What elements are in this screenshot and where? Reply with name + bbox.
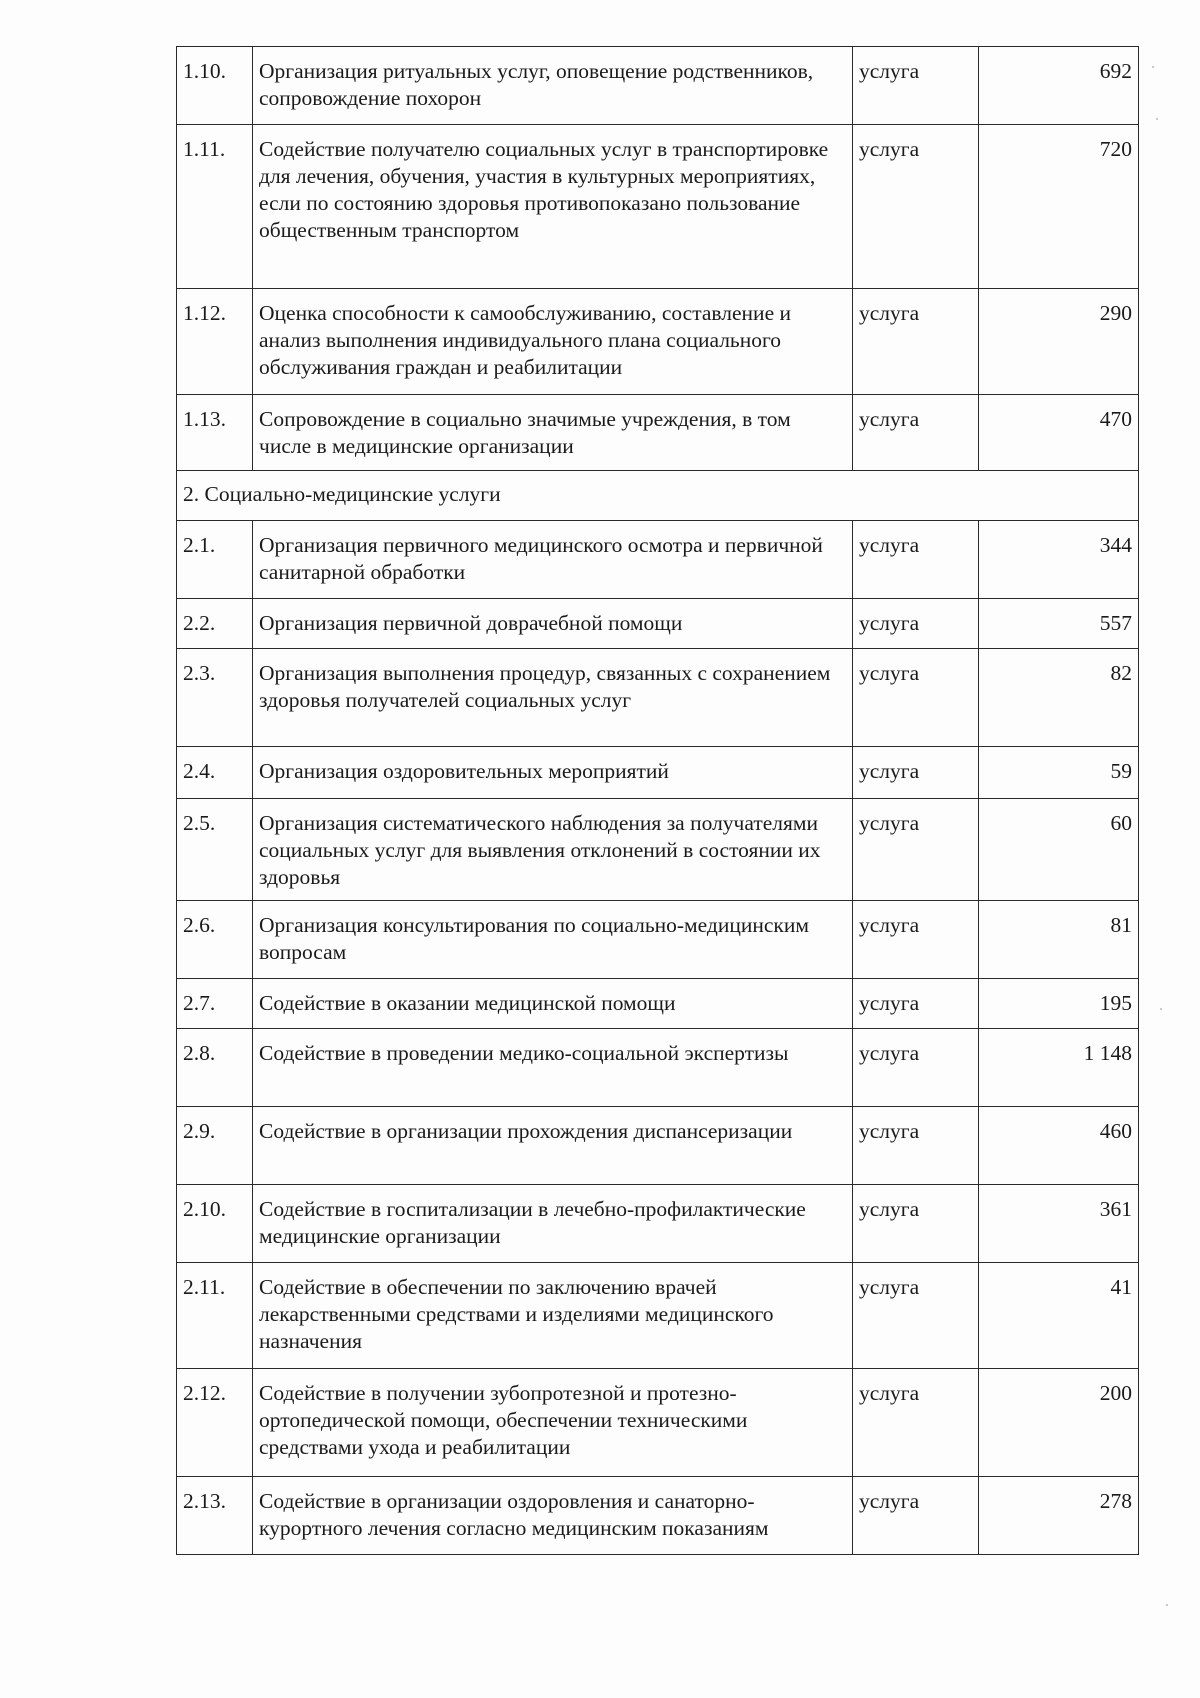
scan-speck	[1156, 118, 1158, 120]
table-row	[177, 901, 1139, 979]
service-name-cell: Организация первичного медицинского осмотра и первичной санитарной обработки	[253, 521, 853, 599]
service-number-cell: 2.5.	[177, 799, 253, 901]
scan-speck	[1160, 1008, 1162, 1010]
service-number-cell: 2.4.	[177, 747, 253, 799]
service-price-cell: 82	[979, 649, 1139, 747]
service-number-cell: 2.10.	[177, 1185, 253, 1263]
service-name-cell: Организация оздоровительных мероприятий	[253, 747, 853, 799]
service-name-cell: Содействие в проведении медико-социальной экспертизы	[253, 1029, 853, 1107]
service-price-cell: 200	[979, 1369, 1139, 1477]
table-row	[177, 395, 1139, 471]
service-number-cell: 2.6.	[177, 901, 253, 979]
service-name-cell: Содействие в обеспечении по заключению врачей лекарственными средствами и изделиями медицинского назначения	[253, 1263, 853, 1369]
service-price-cell: 1 148	[979, 1029, 1139, 1107]
service-name-cell: Организация первичной доврачебной помощи	[253, 599, 853, 649]
service-price-cell: 278	[979, 1477, 1139, 1555]
service-price-cell: 460	[979, 1107, 1139, 1185]
service-number-cell: 1.11.	[177, 125, 253, 289]
section-title: 2. Социально-медицинские услуги	[177, 471, 1139, 521]
service-unit-cell: услуга	[853, 1477, 979, 1555]
service-unit-cell: услуга	[853, 799, 979, 901]
table-row	[177, 799, 1139, 901]
service-number-cell: 2.7.	[177, 979, 253, 1029]
service-name-cell: Содействие в получении зубопротезной и протезно-ортопедической помощи, обеспечении техническими средствами ухода и реабилитации	[253, 1369, 853, 1477]
service-unit-cell: услуга	[853, 289, 979, 395]
service-unit-cell: услуга	[853, 1185, 979, 1263]
table-row	[177, 979, 1139, 1029]
service-number-cell: 1.12.	[177, 289, 253, 395]
table-row	[177, 1369, 1139, 1477]
service-number-cell: 2.9.	[177, 1107, 253, 1185]
service-number-cell: 2.11.	[177, 1263, 253, 1369]
service-number-cell: 2.13.	[177, 1477, 253, 1555]
service-name-cell: Организация систематического наблюдения за получателями социальных услуг для выявления отклонений в состоянии их здоровья	[253, 799, 853, 901]
table-row	[177, 1477, 1139, 1555]
service-name-cell: Оценка способности к самообслуживанию, составление и анализ выполнения индивидуального плана социального обслуживания граждан и реабилитации	[253, 289, 853, 395]
section-header-row	[177, 471, 1139, 521]
service-number-cell: 2.3.	[177, 649, 253, 747]
service-price-cell: 81	[979, 901, 1139, 979]
table-row	[177, 1185, 1139, 1263]
scan-speck	[1166, 1604, 1168, 1606]
scan-speck	[1152, 66, 1154, 68]
service-price-cell: 344	[979, 521, 1139, 599]
service-unit-cell: услуга	[853, 47, 979, 125]
service-name-cell: Содействие в организации прохождения диспансеризации	[253, 1107, 853, 1185]
table-row	[177, 649, 1139, 747]
table-row	[177, 747, 1139, 799]
service-name-cell: Содействие в организации оздоровления и санаторно-курортного лечения согласно медицинским показаниям	[253, 1477, 853, 1555]
service-unit-cell: услуга	[853, 747, 979, 799]
service-unit-cell: услуга	[853, 1369, 979, 1477]
service-number-cell: 1.10.	[177, 47, 253, 125]
table-row	[177, 47, 1139, 125]
service-unit-cell: услуга	[853, 1029, 979, 1107]
service-price-cell: 470	[979, 395, 1139, 471]
service-number-cell: 2.2.	[177, 599, 253, 649]
service-unit-cell: услуга	[853, 979, 979, 1029]
service-unit-cell: услуга	[853, 521, 979, 599]
service-price-cell: 41	[979, 1263, 1139, 1369]
service-name-cell: Содействие в госпитализации в лечебно-профилактические медицинские организации	[253, 1185, 853, 1263]
service-unit-cell: услуга	[853, 1107, 979, 1185]
service-unit-cell: услуга	[853, 395, 979, 471]
services-price-table	[176, 46, 1139, 1555]
service-price-cell: 557	[979, 599, 1139, 649]
service-price-cell: 195	[979, 979, 1139, 1029]
service-price-cell: 720	[979, 125, 1139, 289]
table-row	[177, 125, 1139, 289]
service-unit-cell: услуга	[853, 901, 979, 979]
service-number-cell: 2.12.	[177, 1369, 253, 1477]
service-number-cell: 1.13.	[177, 395, 253, 471]
service-price-cell: 290	[979, 289, 1139, 395]
table-body	[177, 47, 1139, 1555]
table-row	[177, 1263, 1139, 1369]
service-name-cell: Организация консультирования по социально-медицинским вопросам	[253, 901, 853, 979]
service-price-cell: 692	[979, 47, 1139, 125]
service-price-cell: 361	[979, 1185, 1139, 1263]
service-unit-cell: услуга	[853, 599, 979, 649]
service-unit-cell: услуга	[853, 125, 979, 289]
table-row	[177, 521, 1139, 599]
table-row	[177, 289, 1139, 395]
table-row	[177, 1029, 1139, 1107]
service-unit-cell: услуга	[853, 1263, 979, 1369]
service-name-cell: Содействие получателю социальных услуг в транспортировке для лечения, обучения, участия в культурных мероприятиях, если по состоянию здоровья противопоказано пользование общественным транспортом	[253, 125, 853, 289]
service-name-cell: Организация выполнения процедур, связанных с сохранением здоровья получателей социальных услуг	[253, 649, 853, 747]
service-number-cell: 2.8.	[177, 1029, 253, 1107]
service-price-cell: 60	[979, 799, 1139, 901]
table-row	[177, 599, 1139, 649]
service-number-cell: 2.1.	[177, 521, 253, 599]
service-name-cell: Содействие в оказании медицинской помощи	[253, 979, 853, 1029]
service-name-cell: Сопровождение в социально значимые учреждения, в том числе в медицинские организации	[253, 395, 853, 471]
service-name-cell: Организация ритуальных услуг, оповещение родственников, сопровождение похорон	[253, 47, 853, 125]
service-unit-cell: услуга	[853, 649, 979, 747]
table-row	[177, 1107, 1139, 1185]
service-price-cell: 59	[979, 747, 1139, 799]
